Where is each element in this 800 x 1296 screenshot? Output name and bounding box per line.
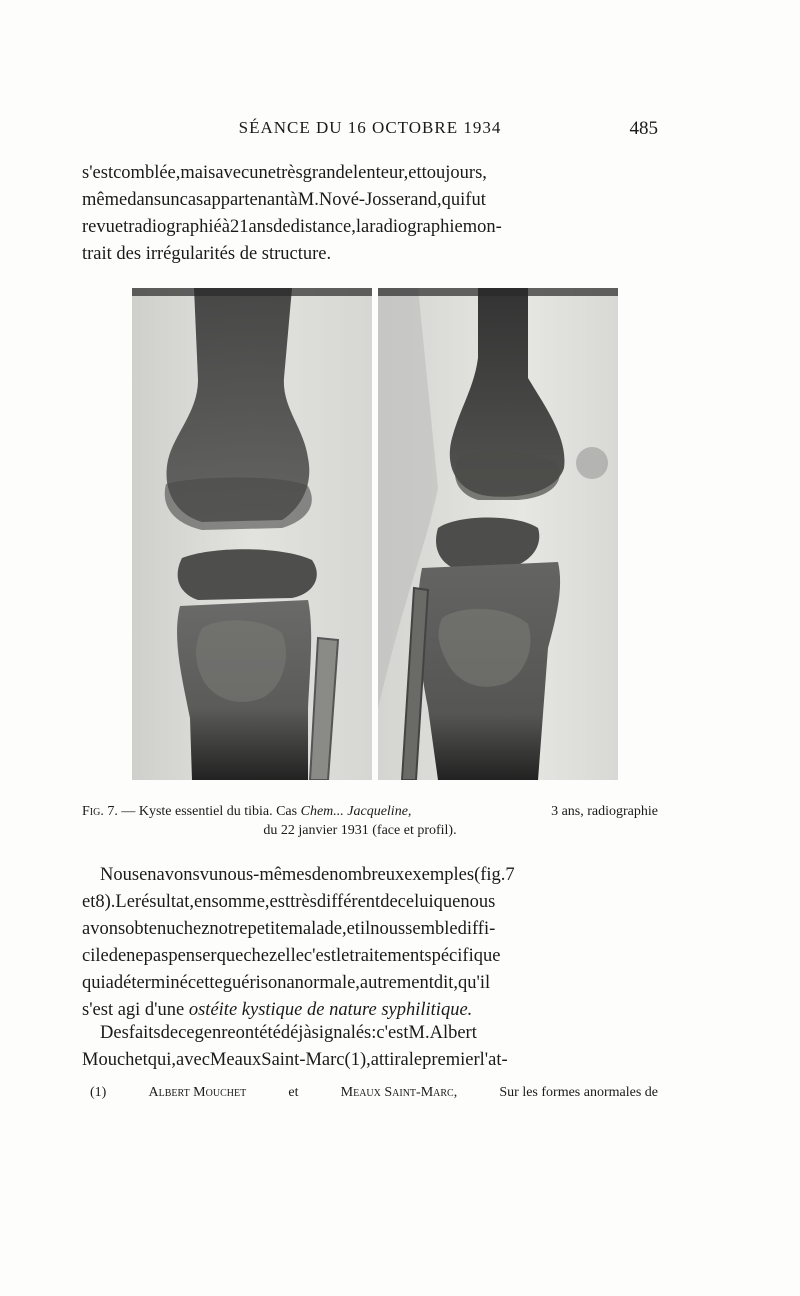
footnote-conjunction: et	[288, 1085, 299, 1100]
figure-caption	[82, 802, 658, 840]
text-line: Desfaitsdecegenreontétédéjàsignalés:c'estM.Albert	[100, 1023, 477, 1043]
text-line: mêmedansuncasappartenantàM.Nové-Josserand,quifut	[82, 190, 486, 210]
caption-line-2: du 22 janvier 1931 (face et profil).	[263, 823, 457, 838]
text-line: Nousenavonsvunous-mêmesdenombreuxexemples(fig.7	[100, 865, 515, 885]
caption-text-b: 3 ans, radiographie	[551, 804, 658, 819]
page-number: 485	[629, 118, 658, 139]
radiograph-face-image	[132, 288, 372, 780]
caption-line-1	[82, 802, 658, 821]
text-line: s'estcomblée,maisavecunetrèsgrandelenteur,ettoujours,	[82, 163, 487, 183]
text-line: Mouchetqui,avecMeauxSaint-Marc(1),attiralepremierl'at-	[82, 1050, 508, 1070]
footnote	[82, 1085, 658, 1101]
footnote-author-2: Meaux Saint-Marc,	[340, 1085, 458, 1100]
caption-text-a: Kyste essentiel du tibia. Cas	[138, 804, 298, 819]
text-line: avonsobtenucheznotrepetitemalade,etilnoussemblediffi-	[82, 919, 496, 939]
figure-7-radiographs	[120, 282, 632, 782]
text-line: et8).Lerésultat,ensomme,esttrèsdifférentdeceluiquenous	[82, 892, 496, 912]
footnote-marker: (1)	[90, 1085, 107, 1100]
radiograph-face	[132, 288, 372, 780]
running-head	[82, 118, 658, 144]
paragraph-1	[82, 160, 658, 268]
text-line: trait des irrégularités de structure.	[82, 244, 332, 264]
text-line: revuetradiographiéà21ansdedistance,laradiographiemon-	[82, 217, 502, 237]
running-head-title: SÉANCE DU 16 OCTOBRE 1934	[238, 118, 502, 137]
radiograph-profile	[378, 288, 618, 780]
emphasis-diagnosis: ostéite kystique de nature syphilitique.	[188, 1000, 473, 1020]
caption-dash: —	[121, 804, 136, 819]
paragraph-3	[82, 1020, 658, 1074]
caption-case-name: Chem... Jacqueline,	[300, 804, 412, 819]
text-line: quiadéterminécetteguérisonanormale,autrementdit,qu'il	[82, 973, 491, 993]
figure-label: Fig. 7.	[82, 804, 118, 819]
footnote-text: Sur les formes anormales de	[499, 1085, 658, 1100]
footnote-author-1: Albert Mouchet	[148, 1085, 247, 1100]
text-prefix: s'est agi d'une	[82, 1000, 185, 1020]
paragraph-2	[82, 862, 658, 1024]
radiograph-profile-image	[378, 288, 618, 780]
caption-lead	[82, 802, 411, 821]
text-line: ciledenepaspenserquechezellec'estletraitementspécifique	[82, 946, 501, 966]
